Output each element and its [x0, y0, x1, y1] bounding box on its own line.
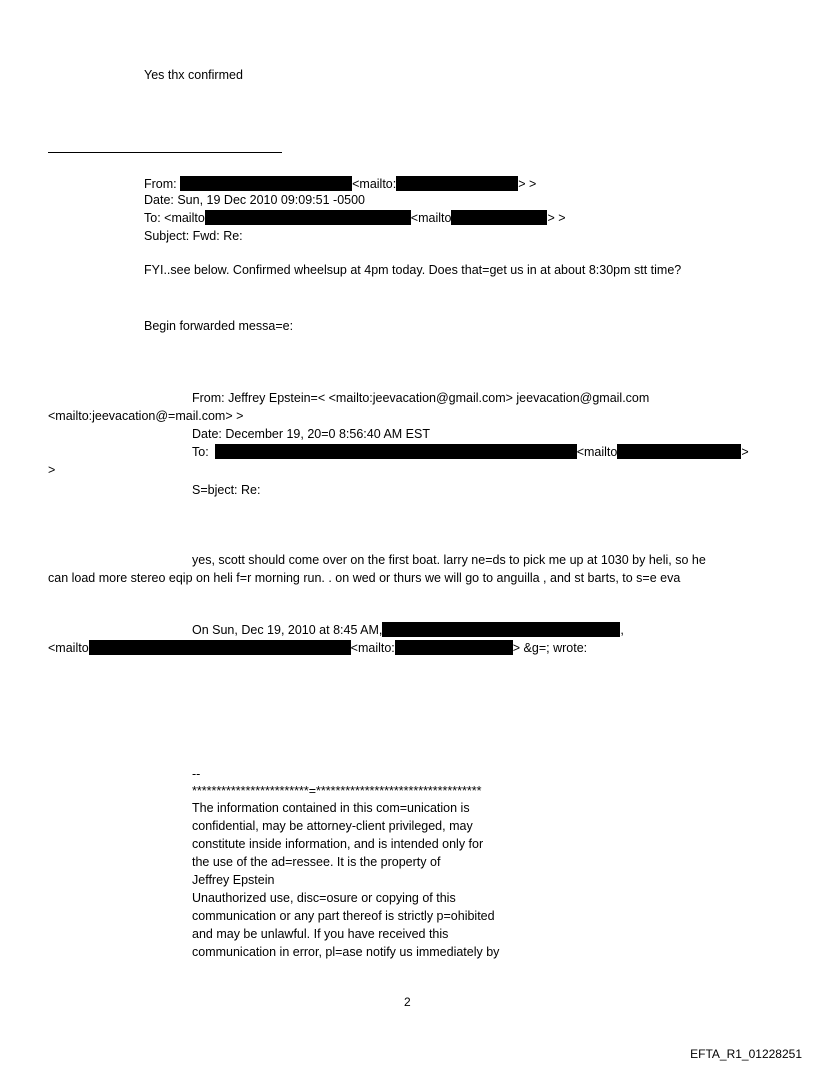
redaction-box — [205, 210, 411, 225]
header1-date: Date: Sun, 19 Dec 2010 09:09:51 -0500 — [144, 193, 365, 207]
header2-from-cont: <mailto:jeevacation@=mail.com> > — [48, 409, 244, 423]
sig-line: confidential, may be attorney-client privileged, may — [192, 819, 473, 833]
redaction-box — [617, 444, 741, 459]
sig-line: the use of the ad=ressee. It is the property of — [192, 855, 441, 869]
page-number: 2 — [404, 995, 411, 1009]
header2-to-cont: > — [48, 463, 56, 477]
header1-subject: Subject: Fwd: Re: — [144, 229, 243, 243]
redaction-box — [215, 444, 577, 459]
body2-line2: can load more stereo eqip on heli f=r morning run. . on wed or thurs we will go to anguilla , and st barts, to s=e eva — [48, 571, 681, 585]
redaction-box — [89, 640, 351, 655]
header2-from: From: Jeffrey Epstein=< <mailto:jeevacation@gmail.com> jeevacation@gmail.com — [192, 391, 650, 405]
header2-date: Date: December 19, 20=0 8:56:40 AM EST — [192, 427, 430, 441]
header2-subject: S=bject: Re: — [192, 483, 261, 497]
sig-line: communication or any part thereof is strictly p=ohibited — [192, 909, 495, 923]
sig-line: constitute inside information, and is intended only for — [192, 837, 484, 851]
body2-line1: yes, scott should come over on the first boat. larry ne=ds to pick me up at 1030 by heli, so he — [192, 553, 706, 567]
header1-from: From: <mailto: > > — [144, 177, 537, 191]
quote-line1: On Sun, Dec 19, 2010 at 8:45 AM, , — [192, 623, 624, 637]
begin-forwarded: Begin forwarded messa=e: — [144, 319, 294, 333]
sig-dash: -- — [192, 767, 201, 781]
document-id: EFTA_R1_01228251 — [690, 1047, 802, 1061]
redaction-box — [396, 176, 518, 191]
header1-to: To: <mailto <mailto > > — [144, 211, 566, 225]
sig-line: Unauthorized use, disc=osure or copying of this — [192, 891, 456, 905]
sig-stars: ************************=********************************** — [192, 784, 482, 798]
sig-line: Jeffrey Epstein — [192, 873, 275, 887]
sig-line: and may be unlawful. If you have received this — [192, 927, 449, 941]
header2-to: To: <mailto > — [192, 445, 749, 459]
divider — [48, 152, 282, 153]
body1: FYI..see below. Confirmed wheelsup at 4pm today. Does that=get us in at about 8:30pm stt time? — [144, 263, 682, 277]
sig-line: communication in error, pl=ase notify us immediately by — [192, 945, 500, 959]
redaction-box — [382, 622, 620, 637]
redaction-box — [451, 210, 547, 225]
sig-line: The information contained in this com=unication is — [192, 801, 470, 815]
redaction-box — [395, 640, 513, 655]
redaction-box — [180, 176, 352, 191]
quote-line2: <mailto <mailto: > &g=; wrote: — [48, 641, 588, 655]
reply-text: Yes thx confirmed — [144, 68, 243, 82]
